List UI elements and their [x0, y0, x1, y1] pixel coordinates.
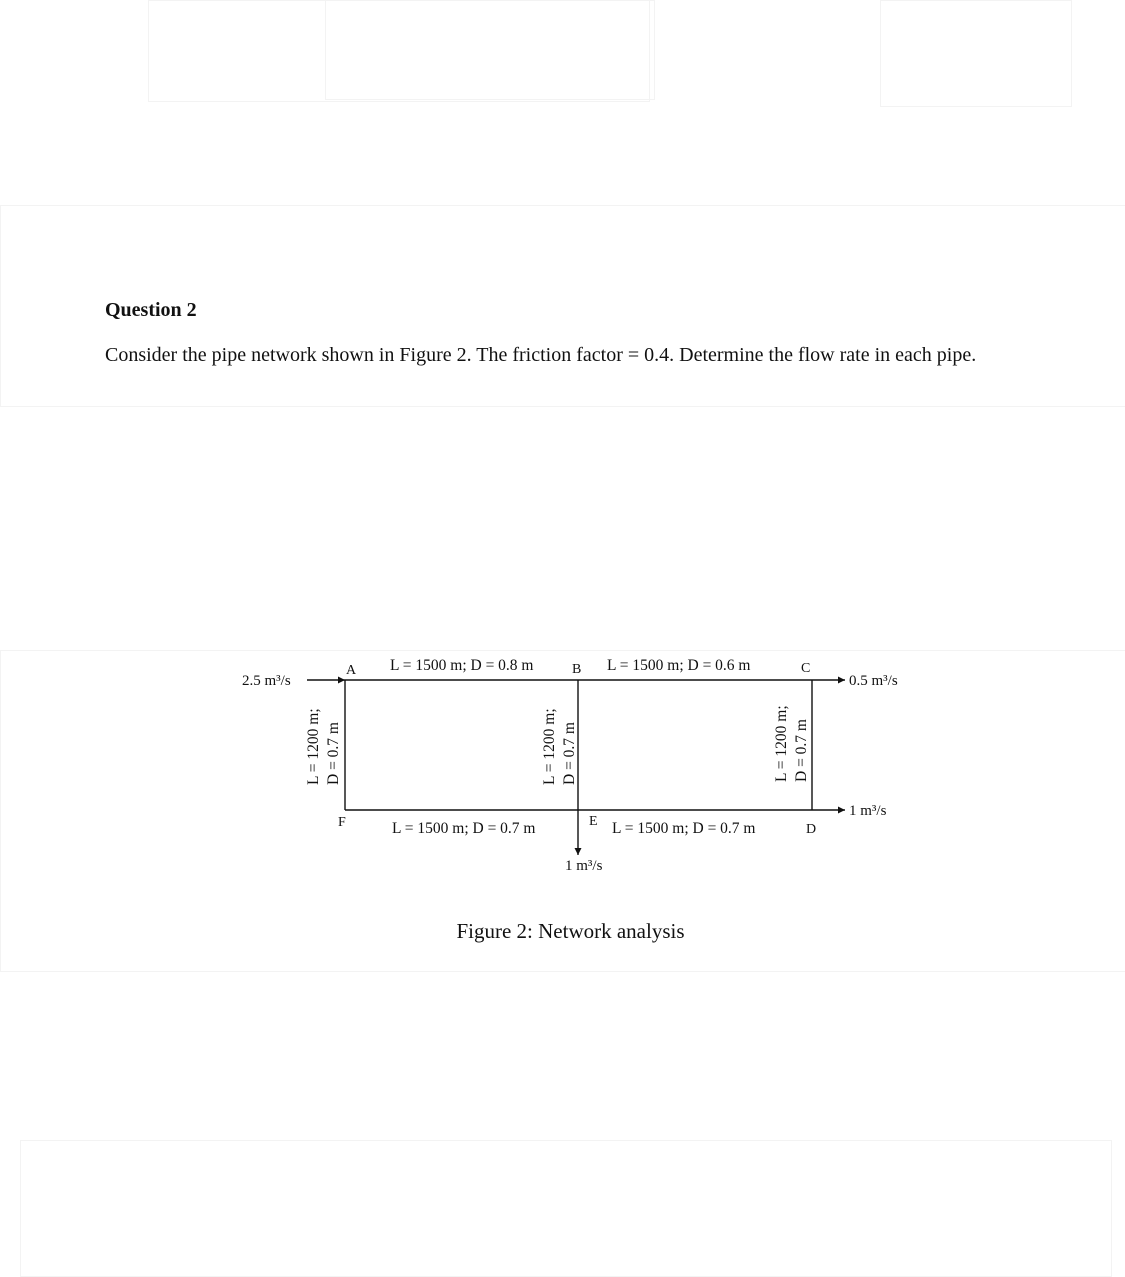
inflow-label: 2.5 m³/s — [242, 673, 291, 689]
node-label-a: A — [346, 663, 357, 678]
svg-text:L = 1200 m;: L = 1200 m; — [773, 705, 790, 782]
svg-text:L = 1200 m;: L = 1200 m; — [305, 708, 322, 785]
svg-text:D = 0.7 m: D = 0.7 m — [561, 722, 578, 785]
node-label-e: E — [589, 814, 598, 829]
svg-text:L = 1200 m;: L = 1200 m; — [541, 708, 558, 785]
node-label-d: D — [806, 822, 817, 837]
node-label-f: F — [338, 815, 346, 830]
svg-text:D = 0.7 m: D = 0.7 m — [793, 719, 810, 782]
pipe-label-cd — [773, 705, 810, 782]
node-label-b: B — [572, 662, 582, 677]
pipe-label-bc: L = 1500 m; D = 0.6 m — [607, 657, 751, 674]
outflow-label-e: 1 m³/s — [565, 858, 603, 874]
outflow-label-d: 1 m³/s — [849, 803, 887, 819]
pipe-label-ab: L = 1500 m; D = 0.8 m — [390, 657, 534, 674]
question-body: Consider the pipe network shown in Figure 2. The friction factor = 0.4. Determine the flow rate in each pipe. — [105, 344, 977, 366]
node-label-c: C — [801, 661, 811, 676]
pipe-label-fe: L = 1500 m; D = 0.7 m — [392, 820, 536, 837]
question-heading: Question 2 — [105, 299, 197, 321]
figure-caption: Figure 2: Network analysis — [456, 919, 685, 943]
pipe-label-be — [541, 708, 578, 785]
pipe-label-ed: L = 1500 m; D = 0.7 m — [612, 820, 756, 837]
svg-text:D = 0.7 m: D = 0.7 m — [325, 722, 342, 785]
pipe-label-af — [305, 708, 342, 785]
outflow-label-c: 0.5 m³/s — [849, 673, 898, 689]
